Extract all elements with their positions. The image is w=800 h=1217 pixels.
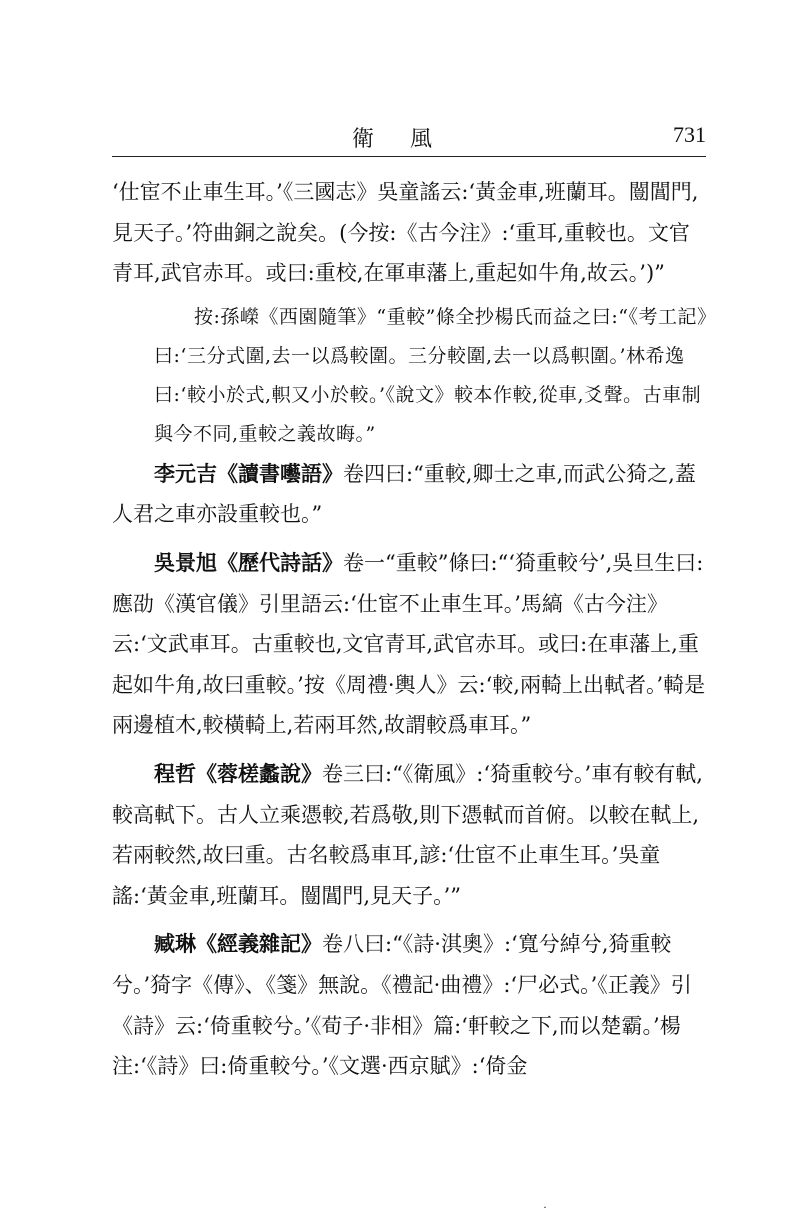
header-title: 衛風 xyxy=(352,127,469,152)
note-paragraph xyxy=(154,294,710,454)
paragraph-2 xyxy=(112,454,710,535)
paragraph-1: ‘仕宦不止車生耳。’《三國志》吳童謠云:‘黃金車,班蘭耳。闓閶門,見天子。’符曲銅之說矣。(今按:《古今注》:‘重耳,重較也。文官青耳,武官赤耳。或曰:重校,在軍車藩上,重起如牛角,故云。’)” xyxy=(112,180,699,286)
header-rule xyxy=(112,156,706,157)
p2-work: 《讀書囈語》 xyxy=(217,460,343,486)
paragraph-3 xyxy=(112,543,710,746)
p4-author: 程哲 xyxy=(154,760,196,786)
footer-mark: · xyxy=(543,1200,547,1214)
p5-work: 《經義雜記》 xyxy=(196,931,322,957)
p3-text: 卷一“重較”條曰:“‘猗重較兮’,吳旦生曰:應劭《漢官儀》引里語云:‘仕宦不止車生耳。’馬縞《古今注》云:‘文武車耳。古重較也,文官青耳,武官赤耳。或曰:在車藩上,重起如牛角,故曰重較。’按《周禮·輿人》云:‘較,兩輢上出軾者。’輢是兩邊植木,較橫輢上,若兩耳然,故謂較爲車耳。” xyxy=(112,550,706,738)
paragraph-5 xyxy=(112,924,710,1086)
paragraph-4 xyxy=(112,754,710,916)
p3-author: 吳景旭 xyxy=(154,549,217,575)
p3-work: 《歷代詩話》 xyxy=(217,549,343,575)
p4-text: 卷三曰:“《衛風》:‘猗重較兮。’車有較有軾,較高軾下。古人立乘憑較,若爲敬,則下憑軾而首俯。以較在軾上,若兩較然,故曰重。古名較爲車耳,諺:‘仕宦不止車生耳。’吳童謠:‘黃金車,班蘭耳。闓閶門,見天子。’” xyxy=(112,761,703,908)
p2-text: 卷四曰:“重較,卿士之車,而武公猗之,蓋人君之車亦設重較也。” xyxy=(112,461,696,527)
p5-text: 卷八曰:“《詩·淇奧》:‘寬兮綽兮,猗重較兮。’猗字《傳》、《箋》無說。《禮記·曲禮》:‘尸必式。’《正義》引《詩》云:‘倚重較兮。’《荀子·非相》篇:‘軒較之下,而以楚霸。’楊注:‘《詩》曰:倚重較兮。’《文選·西京賦》:‘倚金 xyxy=(112,932,692,1079)
p2-author: 李元吉 xyxy=(154,460,217,486)
running-header xyxy=(112,122,706,158)
page-number: 731 xyxy=(673,122,706,147)
p4-work: 《蓉槎蠡說》 xyxy=(196,760,322,786)
page-body xyxy=(112,172,710,1087)
note-text: 按:孫嶸《西園隨筆》“重較”條全抄楊氏而益之曰:“《考工記》曰:‘三分式圍,去一以爲較圍。三分較圍,去一以爲軹圍。’林希逸曰:‘較小於式,軹又小於較。’《說文》較本作較,從車,爻聲。古車制與今不同,重較之義故晦。” xyxy=(154,305,707,445)
p5-author: 臧琳 xyxy=(154,931,196,957)
